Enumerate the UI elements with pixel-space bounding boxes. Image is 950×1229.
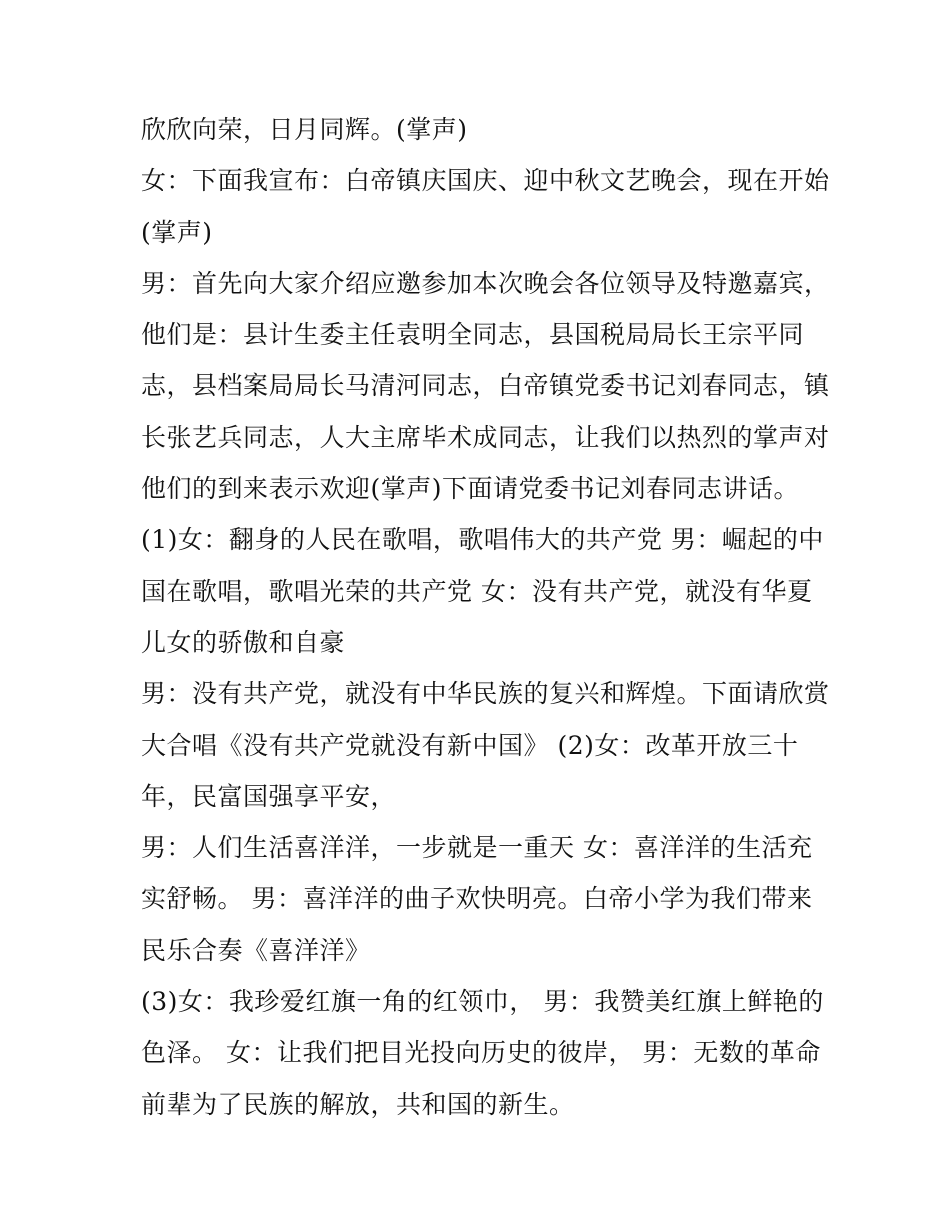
text-line: 民乐合奏《喜洋洋》 — [141, 935, 371, 965]
text-line: (掌声) — [141, 217, 213, 247]
text-line: 国在歌唱，歌唱光荣的共产党 女：没有共产党，就没有华夏 — [141, 576, 813, 606]
text-line: 他们是：县计生委主任袁明全同志，县国税局局长王宗平同 — [141, 320, 805, 350]
text-line: 实舒畅。 男：喜洋洋的曲子欢快明亮。白帝小学为我们带来 — [141, 884, 813, 914]
text-line: 男：首先向大家介绍应邀参加本次晚会各位领导及特邀嘉宾， — [141, 268, 830, 298]
text-line: 年，民富国强享平安， — [141, 781, 397, 811]
text-line: 女：下面我宣布：白帝镇庆国庆、迎中秋文艺晚会，现在开始 — [141, 166, 830, 196]
text-line: 儿女的骄傲和自豪 — [141, 627, 346, 657]
text-line: 男：没有共产党，就没有中华民族的复兴和辉煌。下面请欣赏 — [141, 679, 830, 709]
text-line: 色泽。 女：让我们把目光投向历史的彼岸， 男：无数的革命 — [141, 1038, 821, 1068]
text-line: 前辈为了民族的解放，共和国的新生。 — [141, 1089, 575, 1119]
text-line: 男：人们生活喜洋洋，一步就是一重天 女：喜洋洋的生活充 — [141, 833, 813, 863]
document-body — [141, 104, 830, 1130]
text-line: 欣欣向荣，日月同辉。(掌声) — [141, 115, 468, 144]
text-line: 长张艺兵同志，人大主席毕术成同志，让我们以热烈的掌声对 — [141, 422, 830, 452]
text-line: 他们的到来表示欢迎(掌声)下面请党委书记刘春同志讲话。 — [141, 474, 800, 504]
text-line: (1)女：翻身的人民在歌唱，歌唱伟大的共产党 男：崛起的中 — [141, 525, 824, 555]
text-line: (3)女：我珍爱红旗一角的红领巾， 男：我赞美红旗上鲜艳的 — [141, 987, 824, 1017]
text-line: 大合唱《没有共产党就没有新中国》 (2)女：改革开放三十 — [141, 730, 799, 760]
text-line: 志，县档案局局长马清河同志，白帝镇党委书记刘春同志，镇 — [141, 371, 830, 401]
